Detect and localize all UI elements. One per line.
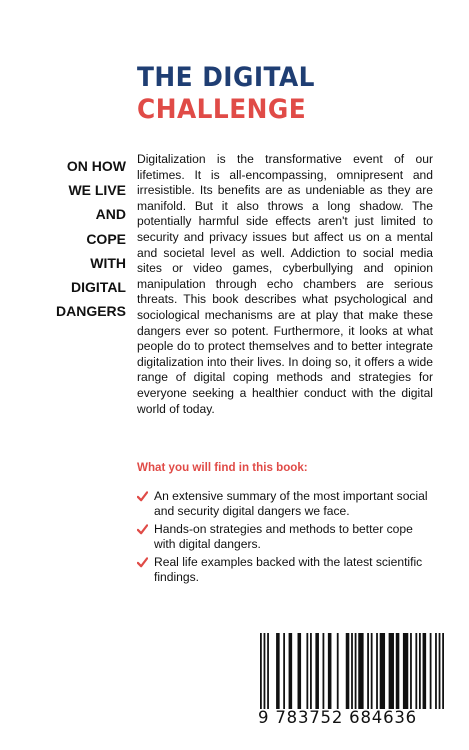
title-line-1: THE DIGITAL [137, 62, 315, 93]
barcode-bar [435, 633, 437, 709]
barcode-bar [423, 633, 427, 709]
barcode-bar [323, 633, 325, 709]
subtitle-line: DANGERS [55, 303, 126, 320]
check-icon [137, 557, 148, 568]
barcode-bar [346, 633, 350, 709]
barcode-bar [310, 633, 312, 709]
title-line-2: CHALLENGE [137, 94, 307, 125]
book-title [137, 62, 315, 126]
barcode-bar [337, 633, 339, 709]
barcode-bar [389, 633, 394, 709]
list-item-text: An extensive summary of the most important social and security digital dangers we face. [154, 489, 428, 518]
list-item [137, 489, 437, 518]
check-icon [137, 491, 148, 502]
barcode-bar [410, 633, 412, 709]
subtitle-line: AND [95, 206, 126, 223]
barcode-bar [260, 633, 262, 709]
find-heading: What you will find in this book: [137, 461, 308, 474]
list-item [137, 555, 437, 584]
barcode-bar [283, 633, 285, 709]
list-item-text: Hands-on strategies and methods to better cope with digital dangers. [154, 522, 413, 551]
barcode-bar [442, 633, 444, 709]
barcode-bar [396, 633, 400, 709]
barcode-bar [267, 633, 269, 709]
list-item-text: Real life examples backed with the latest scientific findings. [154, 555, 423, 584]
barcode-area [250, 627, 447, 742]
list-item [137, 522, 437, 551]
barcode-bar [298, 633, 302, 709]
barcode-bars [260, 633, 446, 709]
barcode-bar [439, 633, 441, 709]
barcode-bar [367, 633, 369, 709]
subtitle-line: WITH [90, 254, 126, 271]
barcode-bar [351, 633, 353, 709]
subtitle-line: COPE [86, 230, 126, 247]
barcode-bar [403, 633, 408, 709]
book-subtitle [46, 154, 126, 323]
subtitle-line: DIGITAL [71, 279, 126, 296]
barcode-bar [419, 633, 421, 709]
barcode-bar [358, 633, 363, 709]
barcode-bar [289, 633, 293, 709]
barcode-number: 9 783752 684636 [258, 708, 417, 727]
find-list [137, 489, 437, 589]
barcode-bar [264, 633, 266, 709]
barcode-bar [415, 633, 417, 709]
subtitle-line: ON HOW [66, 158, 126, 174]
barcode-bar [380, 633, 385, 709]
barcode-bar [328, 633, 332, 709]
book-description: Digitalization is the transformative event of our lifetimes. It is all-encompassing, omnipresent and irresistible. Its benefits are as undeniable as they are manifold. But it also throws a long shadow. The potentially harmful side effects aren't just limited to security and privacy issues but affect us on a mental and societal level as well. Addiction to social media sites or video games, cyberbullying and opinion manipulation through echo chambers are serious threats. This book describes what psychological and sociological mechanisms are at play that make these dangers ever so potent. Furthermore, it looks at what people do to protect themselves and to better integrate digitalization into their lives. In doing so, it offers a wide range of digital coping methods and strategies for everyone seeking a healthier conduct with the digital world of today. [137, 152, 433, 416]
subtitle-line: WE LIVE [68, 182, 126, 199]
barcode-bar [355, 633, 357, 709]
barcode-bar [376, 633, 378, 709]
barcode-bar [306, 633, 308, 709]
barcode-bar [276, 633, 280, 709]
barcode-bar [430, 633, 432, 709]
barcode-bar [371, 633, 373, 709]
check-icon [137, 524, 148, 535]
barcode-bar [315, 633, 319, 709]
